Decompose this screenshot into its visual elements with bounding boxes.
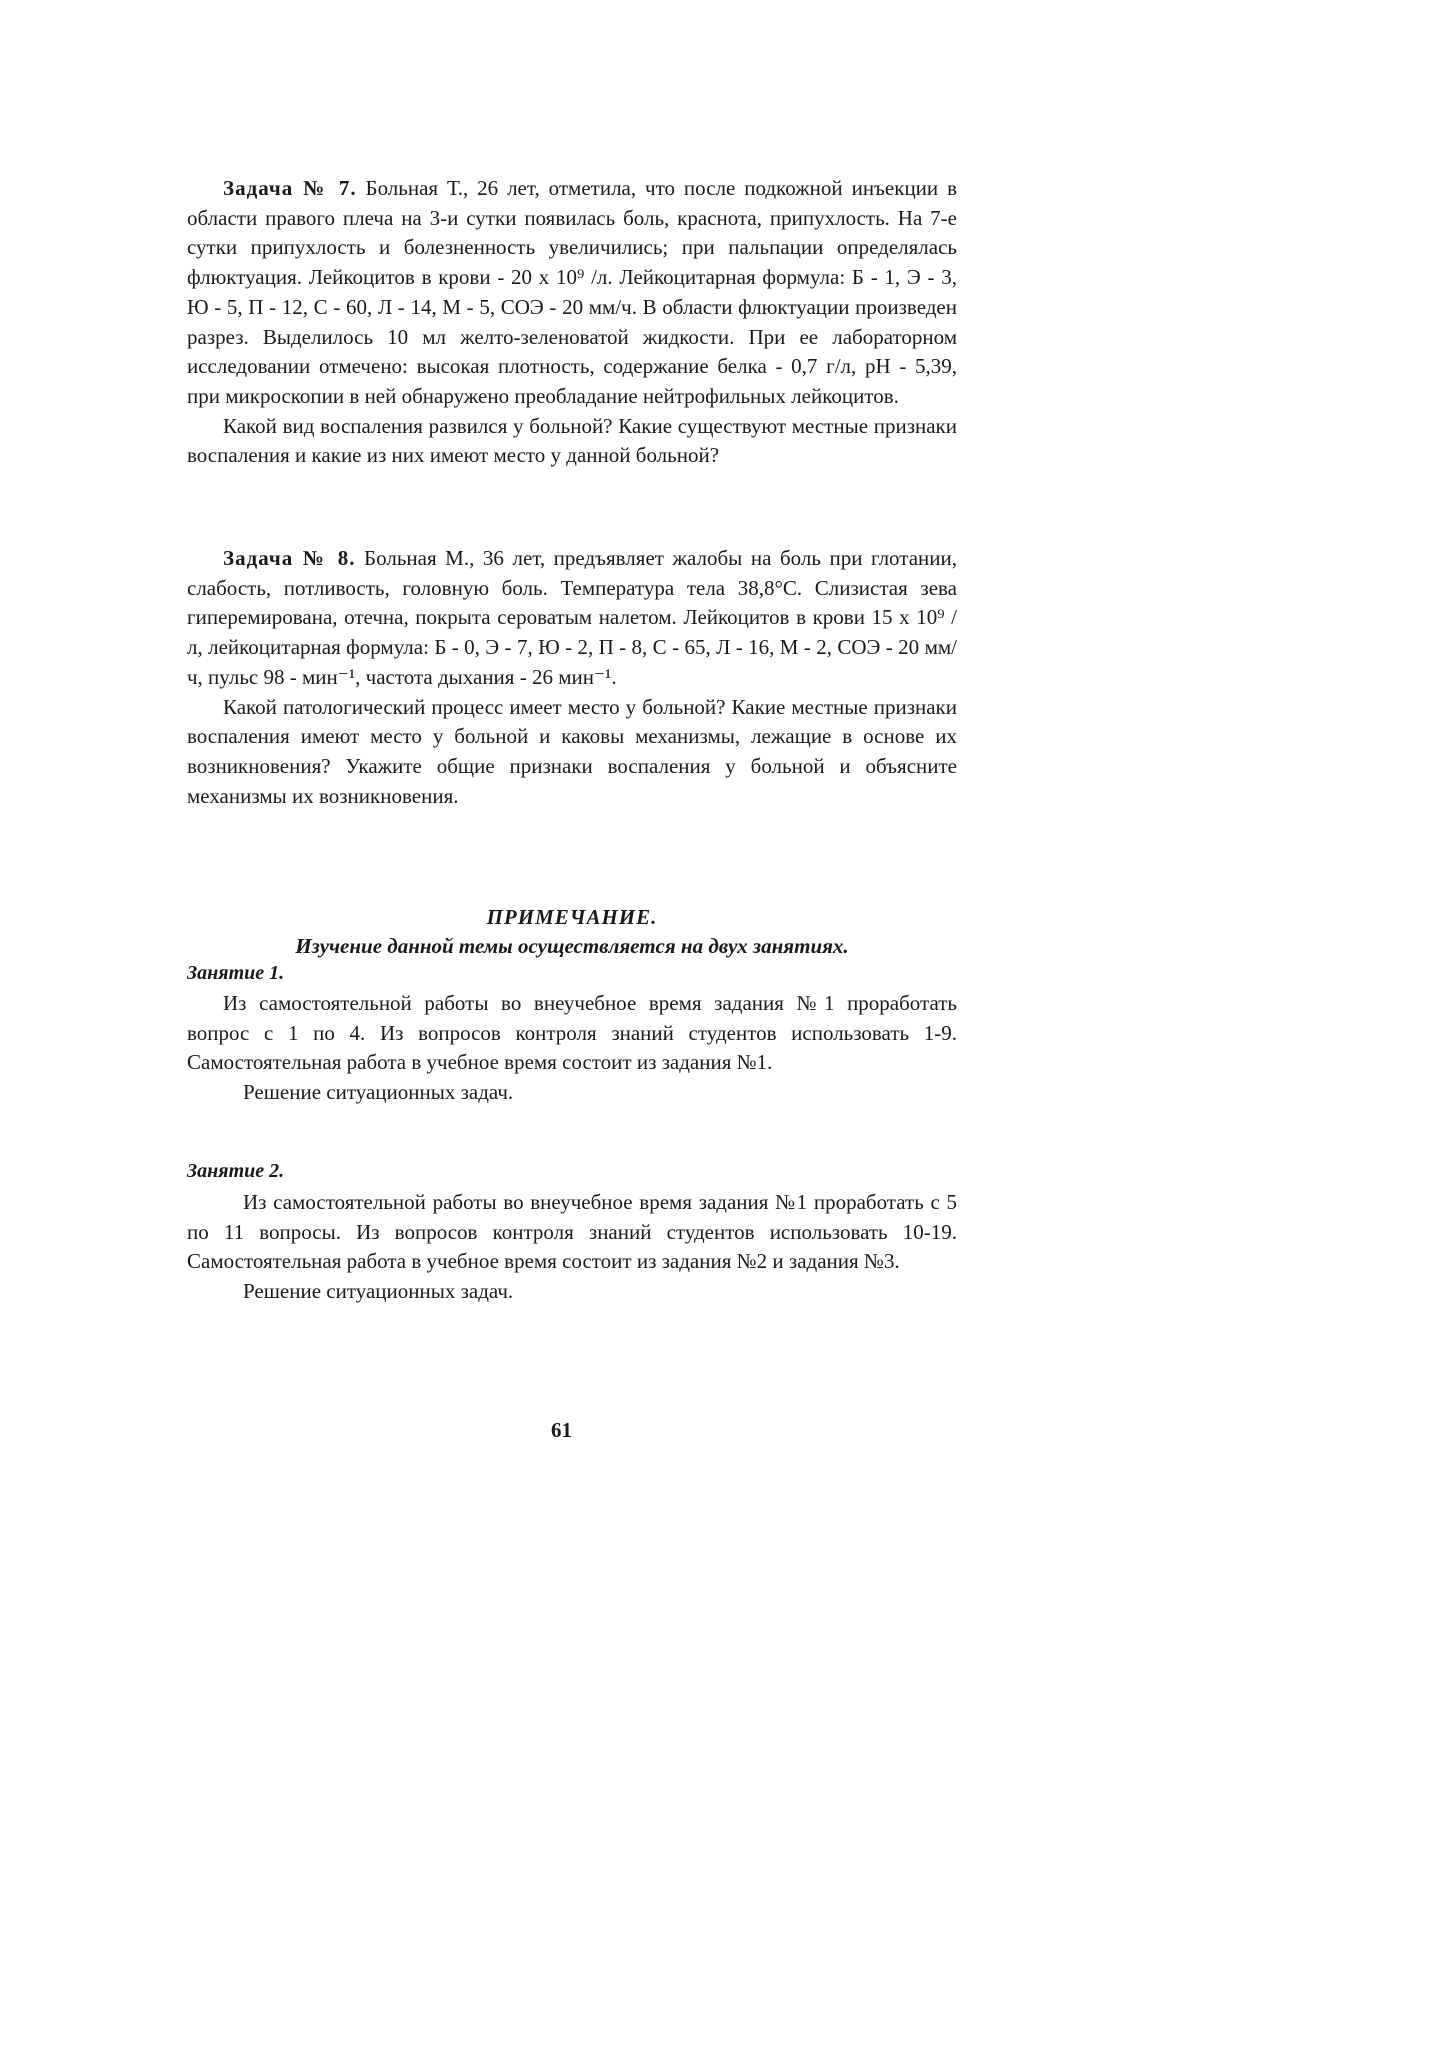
session-1-text: Из самостоятельной работы во внеучебное время задания №1 проработать вопрос с 1 по 4. Из вопросов контроля знаний студентов использовать 1-9. Самостоятельная работа в учебное время состоит из задания №1. [187, 991, 957, 1075]
note-title: ПРИМЕЧАНИЕ. [486, 905, 658, 929]
task-7-question: Какой вид воспаления развился у больной? Какие существуют местные признаки воспаления и какие из них имеют место у данной больной? [187, 413, 957, 468]
note-subtitle: Изучение данной темы осуществляется на двух занятиях. [295, 934, 849, 958]
task-8-text: Больная М., 36 лет, предъявляет жалобы на боль при глотании, слабость, потливость, головную боль. Температура тела 38,8°С. Слизистая зева гиперемирована, отечна, покрыта сероватым налетом. Лейкоцитов в крови 15 х 10⁹ /л, лейкоцитарная формула: Б - 0, Э - 7, Ю - 2, П - 8, С - 65, Л - 16, М - 2, СОЭ - 20 мм/ч, пульс 98 - мин⁻¹, частота дыхания - 26 мин⁻¹. [187, 546, 957, 689]
task-7 [187, 174, 957, 471]
task-8 [187, 544, 957, 811]
task-7-paragraph [187, 174, 957, 412]
task-7-text: Больная Т., 26 лет, отметила, что после подкожной инъекции в области правого плеча на 3-и сутки появилась боль, краснота, припухлость. На 7-е сутки припухлость и болезненность увеличились; при пальпации определялась флюктуация. Лейкоцитов в крови - 20 х 10⁹ /л. Лейкоцитарная формула: Б - 1, Э - 3, Ю - 5, П - 12, С - 60, Л - 14, М - 5, СОЭ - 20 мм/ч. В области флюктуации произведен разрез. Выделилось 10 мл желто-зеленоватой жидкости. При ее лабораторном исследовании отмечено: высокая плотность, содержание белка - 0,7 г/л, pH - 5,39, при микроскопии в ней обнаружено преобладание нейтрофильных лейкоцитов. [187, 176, 957, 408]
session-2-heading: Занятие 2. [187, 1160, 285, 1182]
session-2-body [187, 1188, 957, 1307]
task-8-paragraph [187, 544, 957, 693]
page-number: 61 [551, 1418, 572, 1442]
task-7-label: Задача № 7. [223, 176, 357, 200]
session-2-solution: Решение ситуационных задач. [243, 1279, 514, 1304]
task-8-label: Задача № 8. [223, 546, 356, 570]
task-8-question: Какой патологический процесс имеет место у больной? Какие местные признаки воспаления имеют место у больной и каковы механизмы, лежащие в основе их возникновения? Укажите общие признаки воспаления у больной и объясните механизмы их возникновения. [187, 694, 957, 808]
session-2-text: Из самостоятельной работы во внеучебное время задания №1 проработать с 5 по 11 вопросы. Из вопросов контроля знаний студентов использовать 10-19. Самостоятельная работа в учебное время состоит из задания №2 и задания №3. [187, 1190, 957, 1274]
session-1-solution: Решение ситуационных задач. [243, 1080, 514, 1105]
session-1-heading: Занятие 1. [187, 962, 285, 984]
session-1-body [187, 989, 957, 1108]
